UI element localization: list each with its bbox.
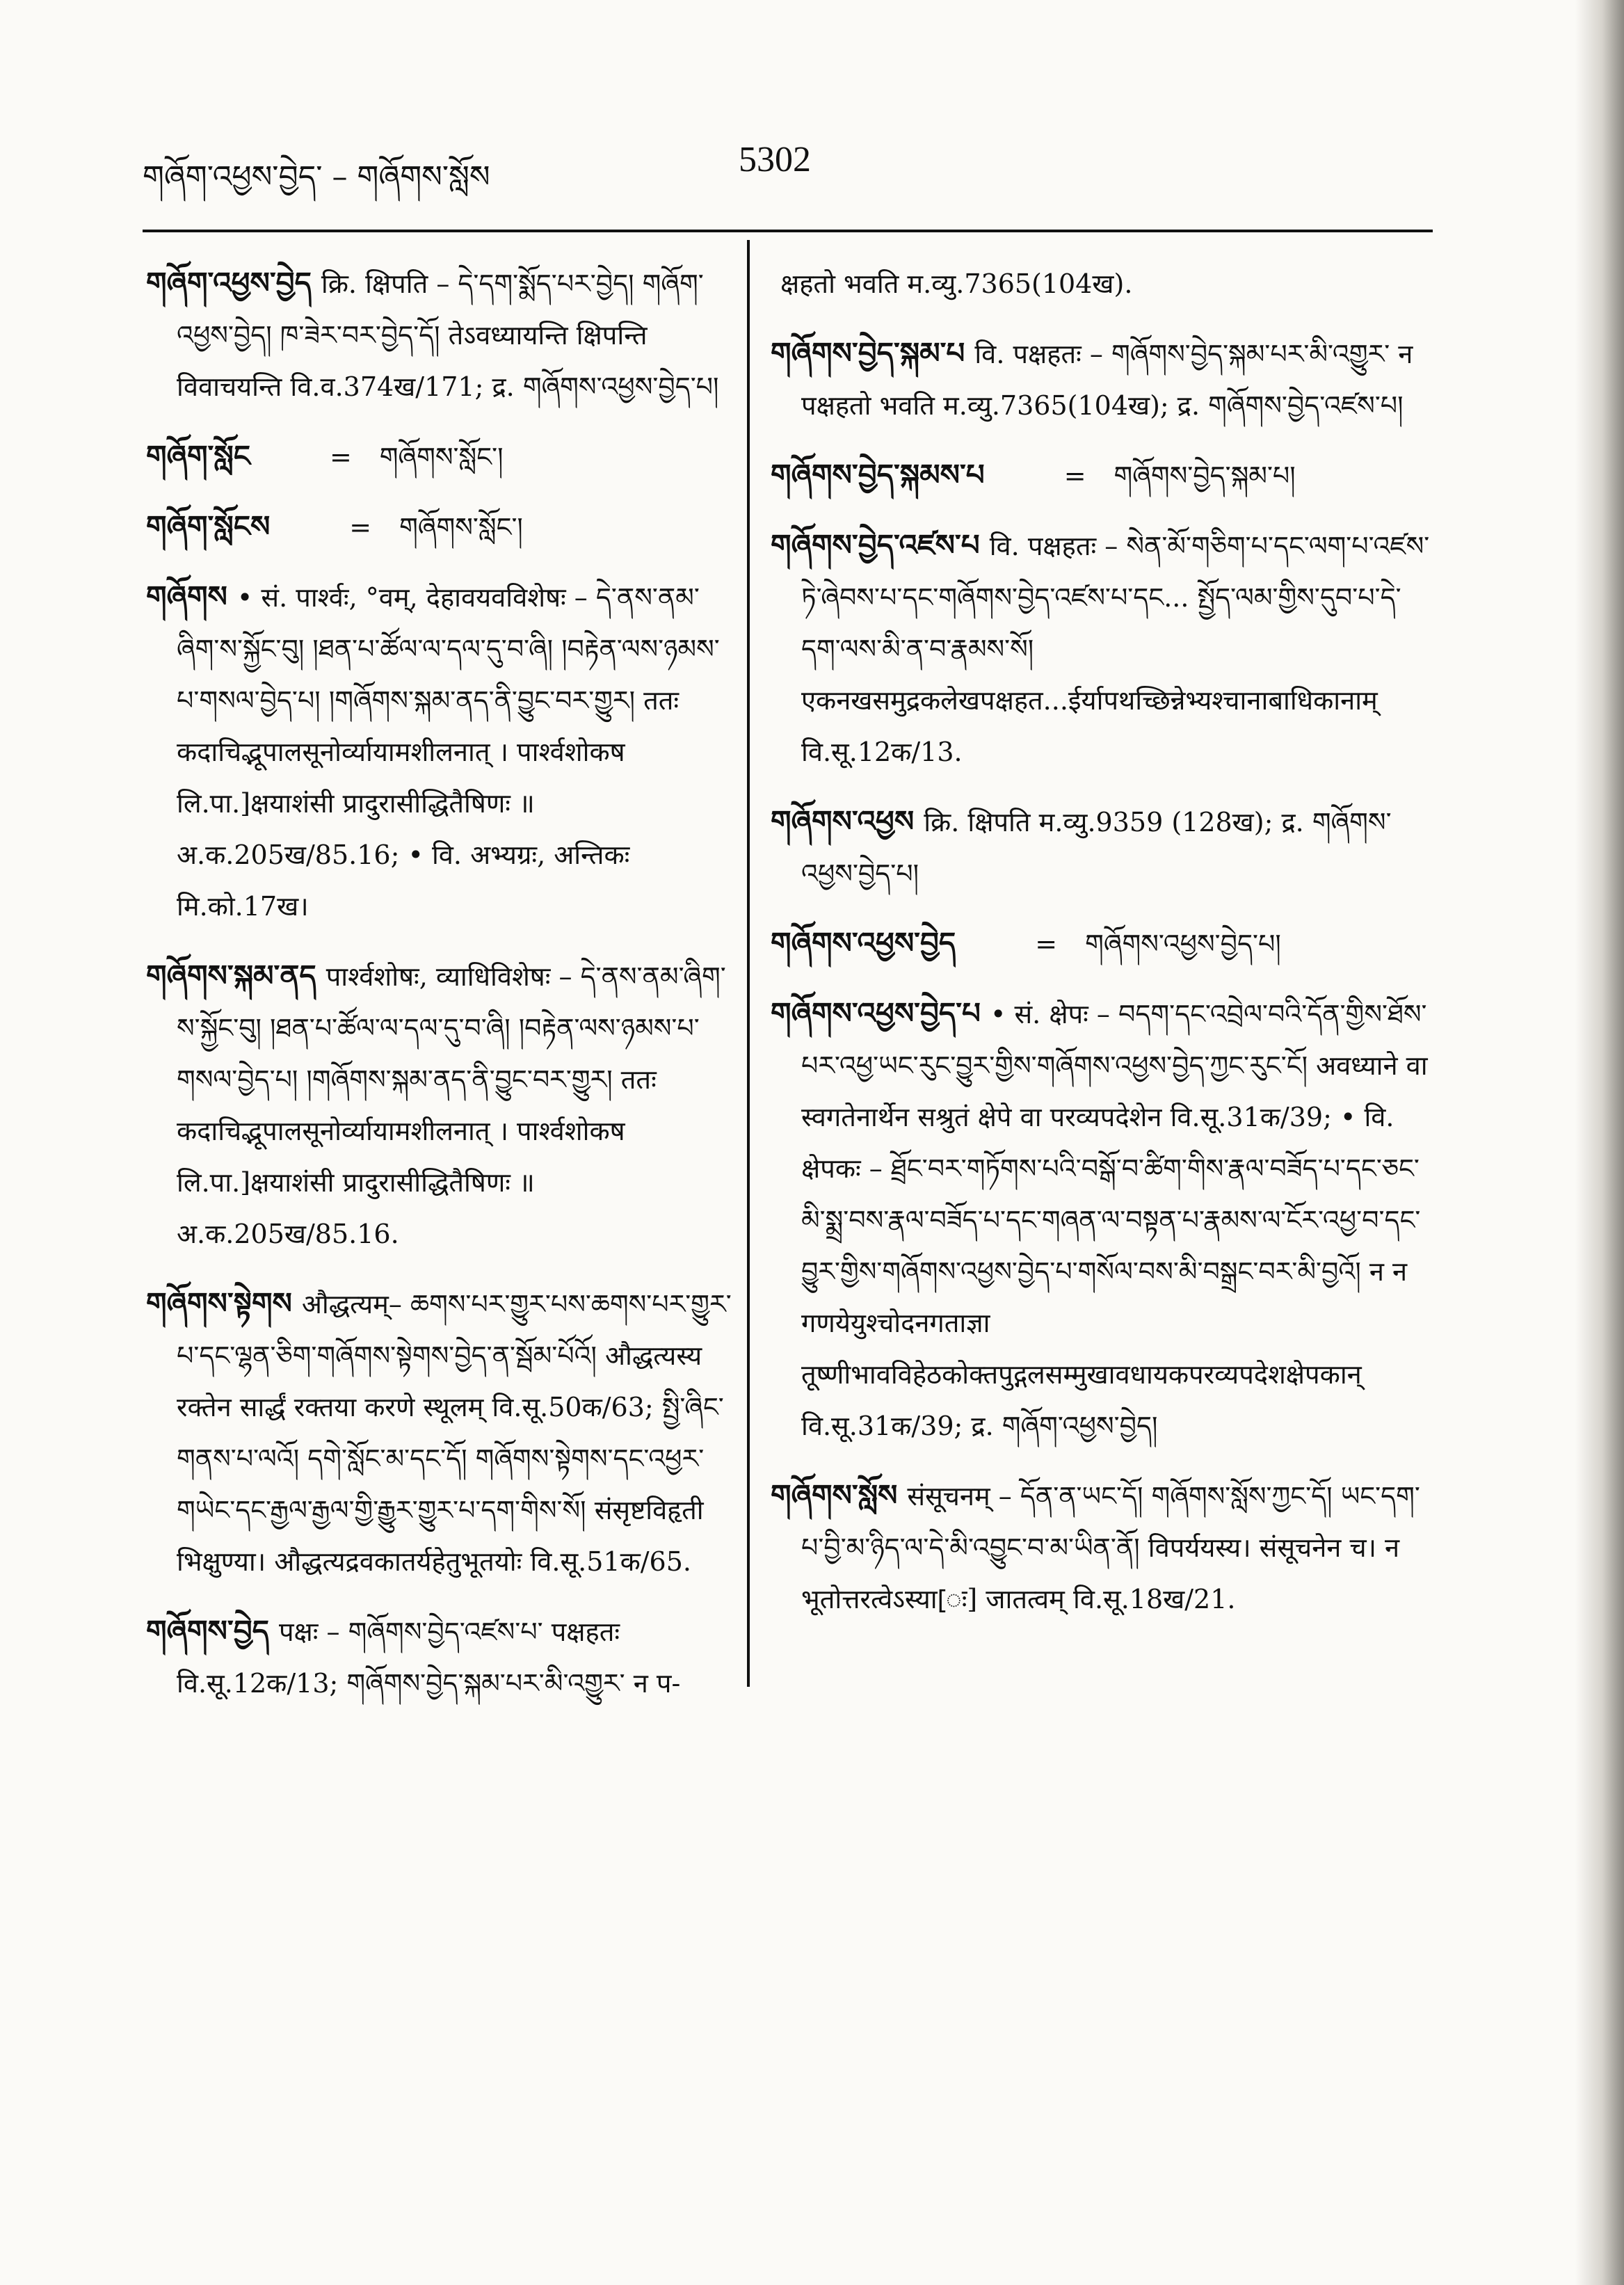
entry-body: གཞོགས་སློང་། <box>399 512 523 543</box>
entry-body: पक्षः – གཞོགས་བྱེད་འཛས་པ་ पक्षहतः वि.सू.12क/13; གཞོགས་བྱེད་སྐམ་པར་མི་འགྱུར་ न प- <box>177 1617 681 1699</box>
entry-body: क्षहतो भवति म.व्यु.7365(104ख). <box>780 268 1133 299</box>
entry-headword: གཞོགས་འཕྱས་བྱེད <box>771 926 956 960</box>
entry-headword: གཞོགས་སློས <box>771 1478 898 1512</box>
column-divider <box>747 240 750 1687</box>
dictionary-entry <box>146 950 734 1260</box>
entry-body: क्रि. क्षिपति म.व्यु.9359 (128ख); द्र. གཞོགས་འཕྱས་བྱེད་པ། <box>801 807 1392 889</box>
dictionary-entry <box>771 917 1431 970</box>
equals-sign: = <box>1035 929 1058 959</box>
header-rule <box>143 230 1433 232</box>
dictionary-entry <box>771 328 1431 431</box>
running-head: གཞོག་འཕྱས་བྱེད་ – གཞོགས་སློས <box>143 159 490 195</box>
dictionary-entry <box>146 1278 734 1587</box>
entry-body: གཞོགས་འཕྱས་བྱེད་པ། <box>1085 929 1281 959</box>
entry-body: संसूचनम् – དོན་ན་ཡང་དོ། གཞོགས་སློས་ཀྱང་དོ། ཡང་དག་པ་བྱི་མ་ཉིད་ལ་དེ་མི་འབྱུང་བ་མ་ཡིན་ནོ། विपर्ययस्य। संसूचनेन च। न भूतोत्तरत्वेऽस्या[ः] जातत्वम् वि.सू.18ख/21. <box>801 1481 1420 1614</box>
equals-sign: = <box>349 512 372 543</box>
dictionary-entry <box>146 431 734 483</box>
dictionary-entry <box>146 501 734 553</box>
page-number: 5302 <box>739 140 811 179</box>
right-column <box>771 257 1431 1643</box>
entry-headword: གཞོགས <box>146 579 227 614</box>
entry-body: वि. पक्षहतः – གཞོགས་བྱེད་སྐམ་པར་མི་འགྱུར་ न पक्षहतो भवति म.व्यु.7365(104ख); द्र. གཞོགས་བྱེད་འཛས་པ། <box>801 339 1413 421</box>
dictionary-entry <box>771 520 1431 778</box>
dictionary-entry <box>146 571 734 932</box>
entry-headword: གཞོགས་བྱེད་སྐམ་པ <box>771 336 965 370</box>
entry-body: वि. पक्षहतः – སེན་མོ་གཅིག་པ་དང་ལག་པ་འཛས་ཏེ་ཞེབས་པ་དང་གཞོགས་བྱེད་འཛས་པ་དང... སྤྱོད་ལམ་གྱིས་དུབ་པ་དེ་དག་ལས་མི་ན་བ་རྣམས་སོ། एकनखसमुद्रकलेखपक्षहत...ईर्यापथच्छिन्नेभ्यश्चानाबाधिकानाम् वि.सू.12क/13. <box>801 531 1430 767</box>
dictionary-entry <box>771 449 1431 502</box>
scan-page-edge <box>1575 0 1624 2285</box>
left-column <box>146 257 734 1727</box>
entry-body: औद्धत्यम्– ཆགས་པར་གྱུར་པས་ཆགས་པར་གྱུར་པ་དང་ལྷན་ཅིག་གཞོགས་སྟེགས་བྱེད་ན་སྦོམ་པོའོ། औद्धत्यस्य रक्तेन सार्द्धं रक्तया करणे स्थूलम् वि.सू.50क/63; སྤྱི་ཞིང་གནས་པ་ལའོ། དགེ་སློང་མ་དང་དོ། གཞོགས་སྟེགས་དང་འཕྱར་གཡེང་དང་རྒྱལ་རྒྱལ་གྱི་རྒྱུར་གྱུར་པ་དག་གིས་སོ། संसृष्टविहृती भिक्षुण्या। औद्धत्यद्रवकातर्यहेतुभूतयोः वि.सू.51क/65. <box>177 1289 732 1577</box>
entry-headword: གཞོགས་འཕྱས <box>771 804 915 838</box>
dictionary-entry <box>771 257 1431 310</box>
entry-body: क्रि. क्षिपति – དེ་དག་སྨོད་པར་བྱེད། གཞོག་འཕྱས་བྱེད། ཁ་ཟེར་བར་བྱེད་དོ། तेऽवध्यायन्ति क्षिपन्ति विवाचयन्ति वि.व.374ख/171; द्र. གཞོགས་འཕྱས་བྱེད་པ། <box>177 268 719 402</box>
entry-headword: གཞོགས་བྱེད <box>146 1614 269 1648</box>
entry-headword: གཞོག་སློང <box>146 439 250 473</box>
entry-headword: གཞོགས་འཕྱས་བྱེད་པ <box>771 996 981 1030</box>
entry-headword: གཞོགས་བྱེད་སྐམས་པ <box>771 458 985 492</box>
dictionary-entry <box>771 1470 1431 1625</box>
entry-body: གཞོགས་སློང་། <box>379 442 504 472</box>
page-header <box>0 0 1624 230</box>
equals-sign: = <box>329 442 352 472</box>
entry-body: • सं. क्षेपः – བདག་དང་འབྲེལ་བའི་དོན་གྱིས་ཐོས་པར་འཕྱ་ཡང་རུང་བྱུར་གྱིས་གཞོགས་འཕྱས་བྱེད་ཀྱང་རུང་ངོ། अवध्याने वा स्वगतेनार्थेन सश्रुतं क्षेपे वा परव्यपदेशेन वि.सू.31क/39; • वि. क्षेपकः – ཐྲོང་བར་གཏོགས་པའི་བསྒོ་བ་ཚིག་གིས་རྣལ་བཟོད་པ་དང་ཅང་མི་སྨྲ་བས་རྣལ་བཟོད་པ་དང་གཞན་ལ་བསྟན་པ་རྣམས་ལ་ངོར་འཕྱ་བ་དང་བྱུར་གྱིས་གཞོགས་འཕྱས་བྱེད་པ་གསོལ་བས་མི་བསྒྲང་བར་མི་བྱའོ། न न गणयेयुश्चोदनगताज्ञा तूष्णीभावविहेठकोक्तपुद्गलसम्मुखावधायकपरव्यपदेशक्षेपकान् वि.सू.31क/39; द्र. གཞོག་འཕྱས་བྱེད། <box>801 999 1428 1441</box>
entry-body: གཞོགས་བྱེད་སྐམ་པ། <box>1114 460 1296 491</box>
entry-headword: གཞོག་སློངས <box>146 509 271 543</box>
entry-headword: གཞོག་འཕྱས་བྱེད <box>146 266 312 300</box>
entry-headword: གཞོགས་བྱེད་འཛས་པ <box>771 528 980 562</box>
dictionary-entry <box>771 988 1431 1452</box>
dictionary-entry <box>146 1605 734 1709</box>
entry-body: • सं. पार्श्वः, °वम्, देहावयवविशेषः – དེ་ནས་ནམ་ཞིག་ས་སྐྱོང་བུ། །ཐན་པ་ཚོལ་ལ་དལ་དུ་བ་ཞི། །བརྟེན་ལས་ཉམས་པ་གསལ་བྱེད་པ། །གཞོགས་སྐམ་ནད་ནི་བྱུང་བར་གྱུར། ततः कदाचिद्भूपालसूनोर्व्यायामशीलनात् । पार्श्वशोकष लि.पा.]क्षयाशंसी प्रादुरासीद्धितैषिणः ॥ अ.क.205ख/85.16; • वि. अभ्यग्रः, अन्तिकः मि.को.17ख। <box>177 582 720 922</box>
entry-headword: གཞོགས་སྟེགས <box>146 1286 292 1320</box>
entry-headword: གཞོགས་སྐམ་ནད <box>146 959 316 993</box>
dictionary-entry <box>146 257 734 412</box>
dictionary-entry <box>771 796 1431 899</box>
equals-sign: = <box>1063 460 1086 491</box>
entry-body: पार्श्वशोषः, व्याधिविशेषः – དེ་ནས་ནམ་ཞིག་ས་སྐྱོང་བུ། །ཐན་པ་ཚོལ་ལ་དལ་དུ་བ་ཞི། །བརྟེན་ལས་ཉམས་པ་གསལ་བྱེད་པ། །གཞོགས་སྐམ་ནད་ནི་བྱུང་བར་གྱུར། ततः कदाचिद्भूपालसूनोर्व्यायामशीलनात् । पार्श्वशोकष लि.पा.]क्षयाशंसी प्रादुरासीद्धितैषिणः ॥ अ.क.205ख/85.16. <box>177 961 726 1249</box>
